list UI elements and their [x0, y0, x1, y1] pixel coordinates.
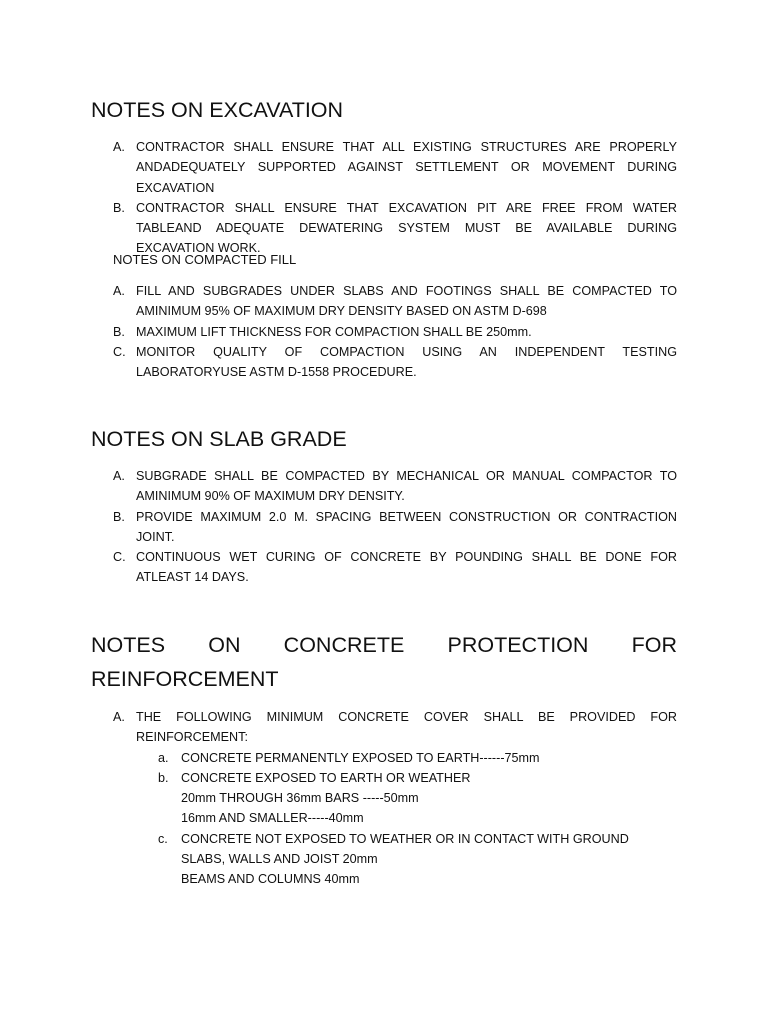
- list-item: [91, 466, 677, 507]
- list-item: [91, 137, 677, 198]
- sub-list-line: SLABS, WALLS AND JOIST 20mm: [181, 852, 378, 867]
- list-item-text: FILL AND SUBGRADES UNDER SLABS AND FOOTINGS SHALL BE COMPACTED TO AMINIMUM 95% OF MAXIMUM DRY DENSITY BASED ON ASTM D-698: [136, 284, 677, 319]
- list-item-text: SUBGRADE SHALL BE COMPACTED BY MECHANICAL OR MANUAL COMPACTOR TO AMINIMUM 90% OF MAXIMUM DRY DENSITY.: [136, 469, 677, 504]
- sub-list-line: 20mm THROUGH 36mm BARS -----50mm: [181, 791, 419, 806]
- heading-compacted-fill: NOTES ON COMPACTED FILL: [113, 252, 297, 267]
- sub-list-item: [91, 748, 677, 768]
- list-marker: C.: [113, 550, 126, 565]
- list-item: [91, 547, 677, 588]
- list-item: [91, 507, 677, 548]
- list-marker: B.: [113, 324, 125, 339]
- sub-list-marker: b.: [158, 770, 169, 785]
- list-item-text: MAXIMUM LIFT THICKNESS FOR COMPACTION SHALL BE 250mm.: [136, 324, 532, 339]
- list-item: [91, 322, 677, 342]
- list-marker: C.: [113, 344, 126, 359]
- sub-list-line: 16mm AND SMALLER-----40mm: [181, 811, 364, 826]
- list-marker: A.: [113, 140, 125, 154]
- list-item: [91, 707, 677, 748]
- list-item: [91, 281, 677, 322]
- list-marker: B.: [113, 509, 125, 524]
- list-concrete-protection: [91, 707, 677, 890]
- heading-concrete-protection: NOTES ON CONCRETE PROTECTION FOR: [91, 633, 677, 657]
- list-compacted-fill: [91, 281, 677, 382]
- list-item-text: CONTRACTOR SHALL ENSURE THAT ALL EXISTING STRUCTURES ARE PROPERLY ANDADEQUATELY SUPPORTED AGAINST SETTLEMENT OR MOVEMENT DURING EXCAVATION: [136, 140, 677, 195]
- list-slab-grade: [91, 466, 677, 588]
- sub-list-item: [91, 768, 677, 829]
- list-item-text: PROVIDE MAXIMUM 2.0 M. SPACING BETWEEN CONSTRUCTION OR CONTRACTION JOINT.: [136, 509, 677, 544]
- sub-list-line: BEAMS AND COLUMNS 40mm: [181, 872, 360, 887]
- sub-list-line: CONCRETE PERMANENTLY EXPOSED TO EARTH------75mm: [181, 750, 540, 765]
- heading-slab-grade: NOTES ON SLAB GRADE: [91, 427, 347, 451]
- list-item-text: CONTRACTOR SHALL ENSURE THAT EXCAVATION PIT ARE FREE FROM WATER TABLEAND ADEQUATE DEWATERING SYSTEM MUST BE AVAILABLE DURING EXCAVATION WORK.: [136, 200, 677, 256]
- sub-list-item: [91, 829, 677, 890]
- list-item: [91, 342, 677, 383]
- list-marker: B.: [113, 200, 125, 215]
- list-item-text: THE FOLLOWING MINIMUM CONCRETE COVER SHALL BE PROVIDED FOR REINFORCEMENT:: [136, 710, 677, 745]
- sub-list-line: CONCRETE NOT EXPOSED TO WEATHER OR IN CONTACT WITH GROUND: [181, 831, 629, 846]
- heading-concrete-protection-line2: REINFORCEMENT: [91, 667, 279, 691]
- sub-list-marker: a.: [158, 750, 169, 765]
- sub-list-marker: c.: [158, 831, 168, 846]
- heading-excavation: NOTES ON EXCAVATION: [91, 98, 344, 122]
- list-marker: A.: [113, 710, 125, 724]
- list-marker: A.: [113, 469, 125, 483]
- list-marker: A.: [113, 284, 125, 298]
- list-excavation: [91, 137, 677, 259]
- list-item-text: MONITOR QUALITY OF COMPACTION USING AN INDEPENDENT TESTING LABORATORYUSE ASTM D-1558 PROCEDURE.: [136, 344, 677, 380]
- list-item-text: CONTINUOUS WET CURING OF CONCRETE BY POUNDING SHALL BE DONE FOR ATLEAST 14 DAYS.: [136, 550, 677, 585]
- sub-list-line: CONCRETE EXPOSED TO EARTH OR WEATHER: [181, 770, 471, 785]
